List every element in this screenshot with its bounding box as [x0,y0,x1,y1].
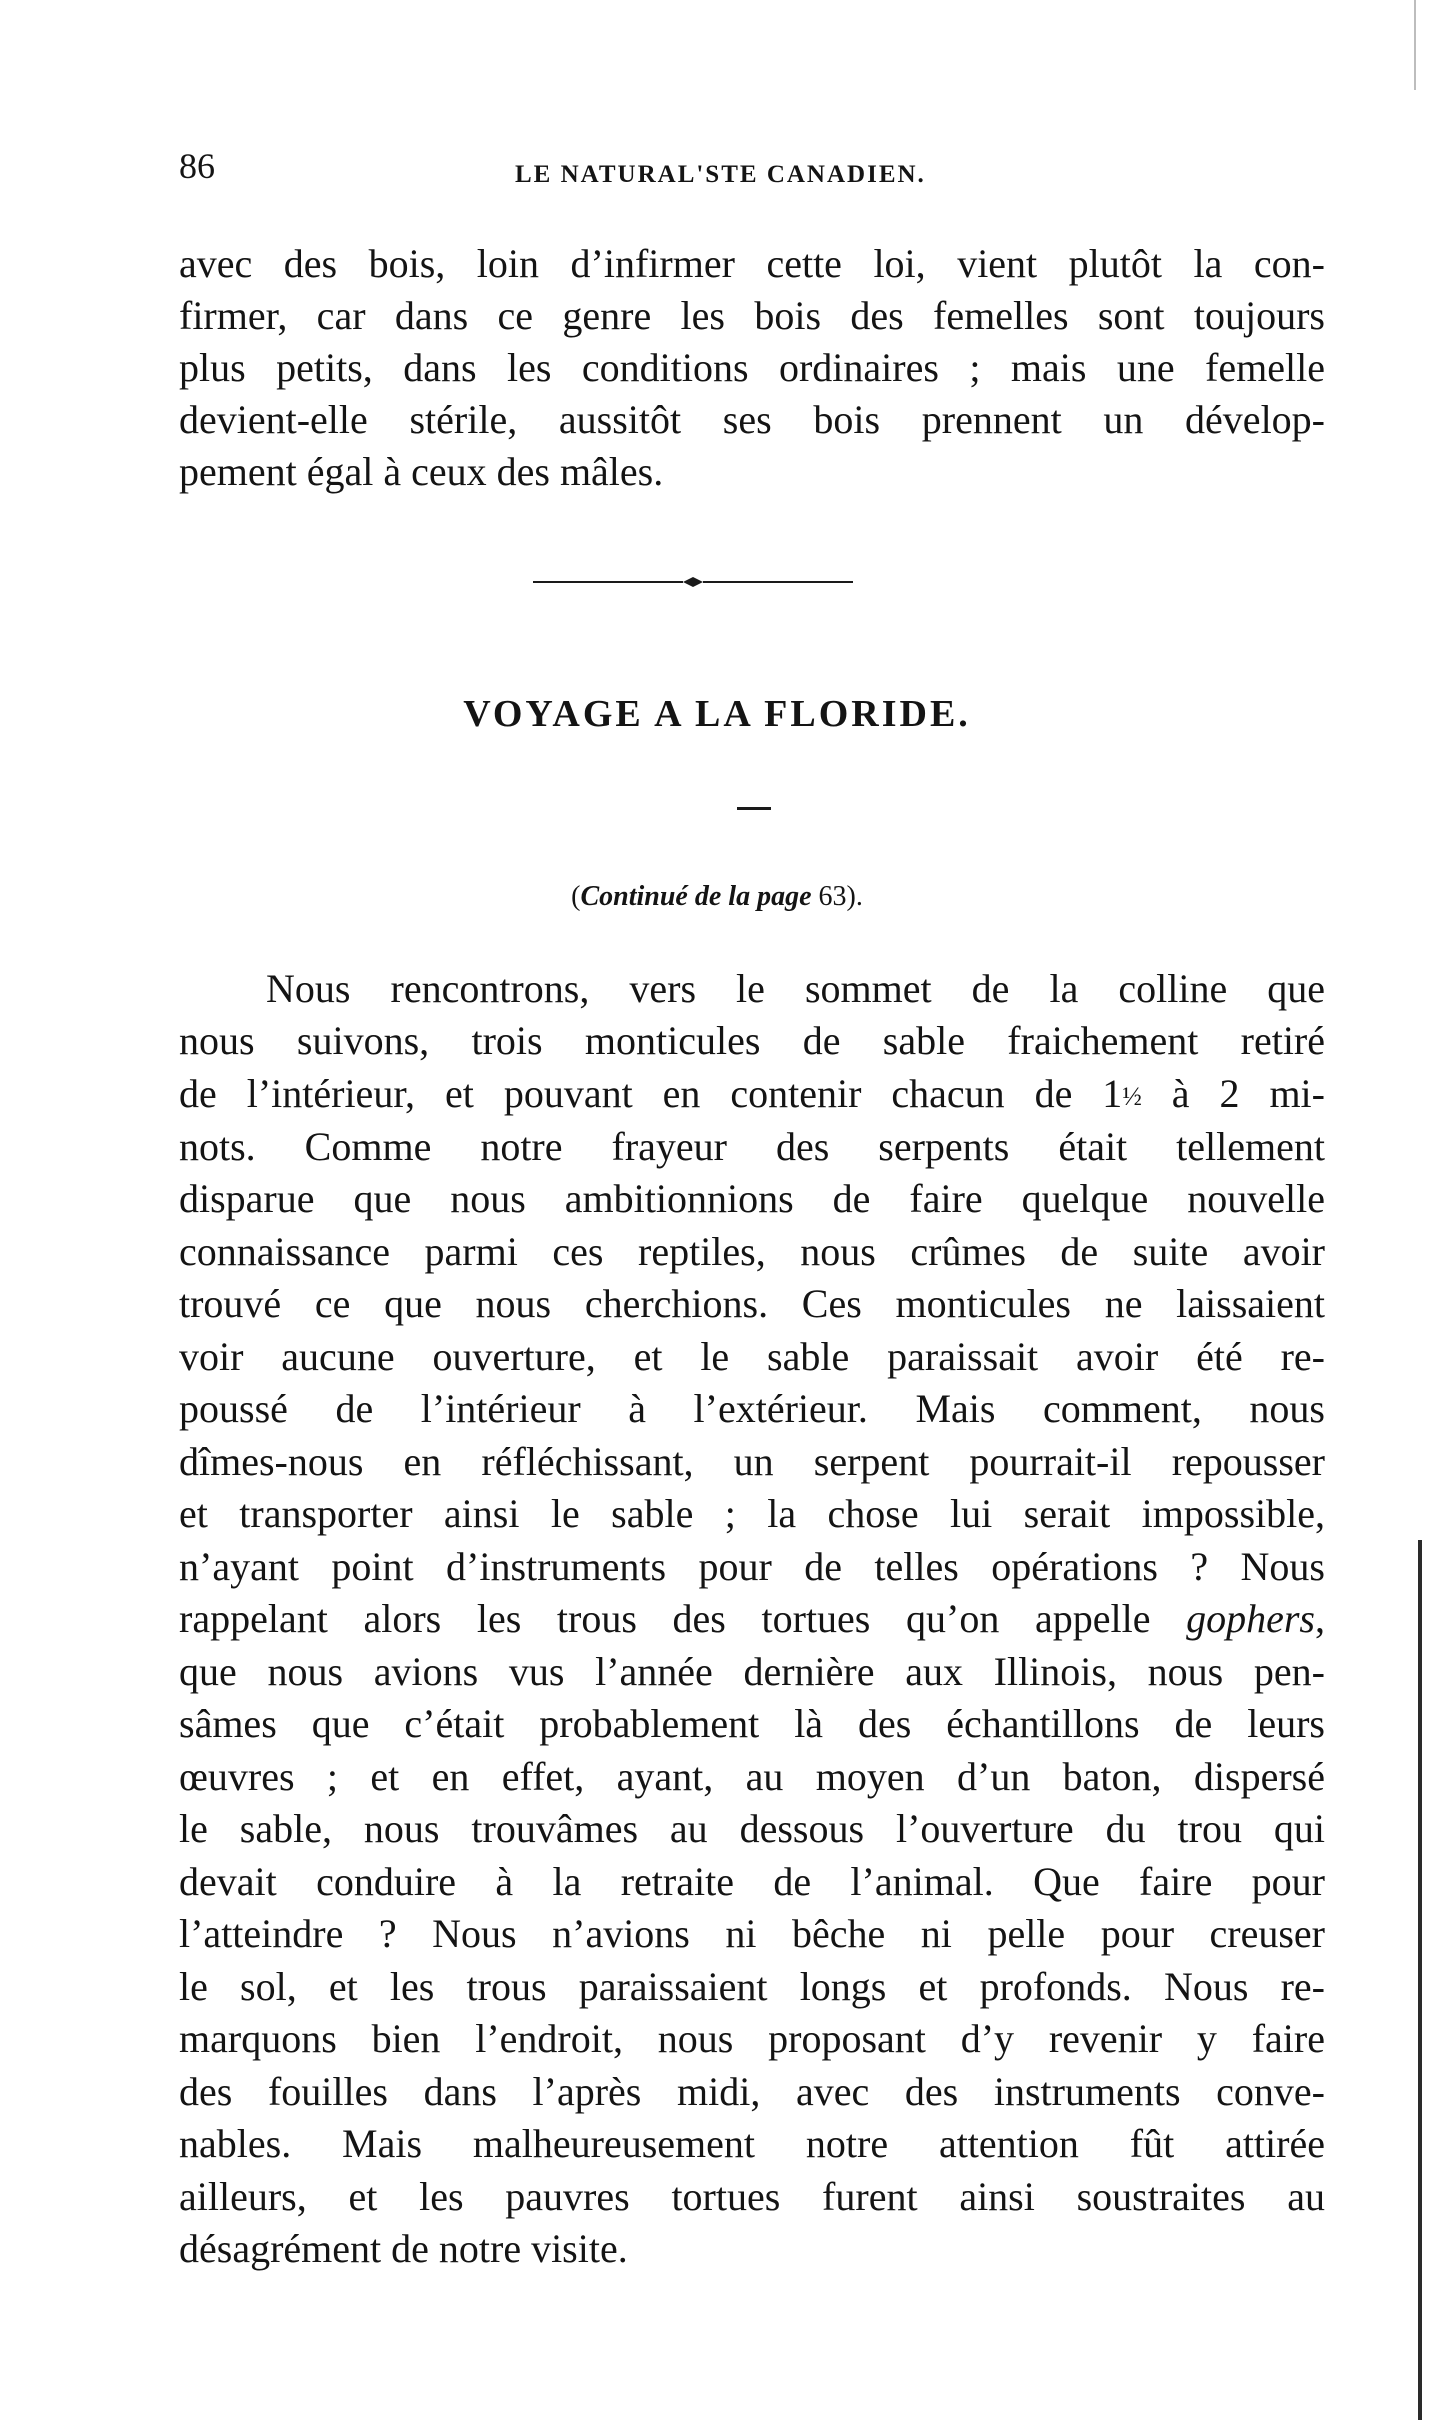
intro-line: avec des bois, loin d’infirmer cette loi, vient plutôt la con- [179,241,1325,286]
body-line [179,1595,1325,1643]
body-line: trouvé ce que nous cherchions. Ces monticules ne laissaient [179,1281,1325,1326]
body-line: Nous rencontrons, vers le sommet de la colline que [266,966,1325,1011]
body-line [179,1070,1325,1118]
short-rule [737,807,771,810]
body-line: connaissance parmi ces reptiles, nous crûmes de suite avoir [179,1229,1325,1274]
section-title: VOYAGE A LA FLORIDE. [463,693,971,735]
body-line: poussé de l’intérieur à l’extérieur. Mais comment, nous [179,1386,1325,1431]
body-line-text: , [1315,1596,1325,1641]
body-line: nables. Mais malheureusement notre attention fût attirée [179,2121,1325,2166]
body-line: nots. Comme notre frayeur des serpents était tellement [179,1124,1325,1169]
body-line: désagrément de notre visite. [179,2226,628,2271]
body-line: nous suivons, trois monticules de sable fraichement retiré [179,1018,1325,1063]
intro-line: plus petits, dans les conditions ordinaires ; mais une femelle [179,345,1325,390]
body-line: ailleurs, et les pauvres tortues furent ainsi soustraites au [179,2174,1325,2219]
body-line-text: à 2 mi- [1141,1071,1325,1116]
page-number: 86 [179,146,215,186]
body-line: devait conduire à la retraite de l’animal. Que faire pour [179,1859,1325,1904]
body-line: le sable, nous trouvâmes au dessous l’ouverture du trou qui [179,1806,1325,1851]
continued-note [0,880,1434,914]
continued-italic: Continué de la page [580,881,812,912]
continued-suffix: 63). [811,881,863,912]
body-line: œuvres ; et en effet, ayant, au moyen d’un baton, dispersé [179,1754,1325,1799]
body-line-text: de l’intérieur, et pouvant en contenir chacun de 1 [179,1071,1123,1116]
running-head: LE NATURAL'STE CANADIEN. [515,161,926,188]
body-line: des fouilles dans l’après midi, avec des instruments conve- [179,2069,1325,2114]
fraction: ½ [1122,1082,1142,1111]
body-line: et transporter ainsi le sable ; la chose lui serait impossible, [179,1491,1325,1536]
body-line: le sol, et les trous paraissaient longs et profonds. Nous re- [179,1964,1325,2009]
body-line: voir aucune ouverture, et le sable paraissait avoir été re- [179,1334,1325,1379]
body-line: marquons bien l’endroit, nous proposant d’y revenir y faire [179,2016,1325,2061]
intro-line: pement égal à ceux des mâles. [179,449,664,494]
body-line: l’atteindre ? Nous n’avions ni bêche ni pelle pour creuser [179,1911,1325,1956]
page-edge-shadow [1418,1540,1422,2420]
intro-line: firmer, car dans ce genre les bois des femelles sont toujours [179,293,1325,338]
body-line: dîmes-nous en réfléchissant, un serpent pourrait-il repousser [179,1439,1325,1484]
ornamental-divider [533,576,853,588]
body-line: que nous avions vus l’année dernière aux Illinois, nous pen- [179,1649,1325,1694]
page-edge-top [1414,0,1416,90]
body-line: disparue que nous ambitionnions de faire quelque nouvelle [179,1176,1325,1221]
intro-line: devient-elle stérile, aussitôt ses bois prennent un dévelop- [179,397,1325,442]
body-line-text: rappelant alors les trous des tortues qu’on appelle [179,1596,1187,1641]
body-line: n’ayant point d’instruments pour de telles opérations ? Nous [179,1544,1325,1589]
italic-word: gophers [1186,1596,1315,1641]
continued-prefix: ( [571,881,581,912]
body-line: sâmes que c’était probablement là des échantillons de leurs [179,1701,1325,1746]
